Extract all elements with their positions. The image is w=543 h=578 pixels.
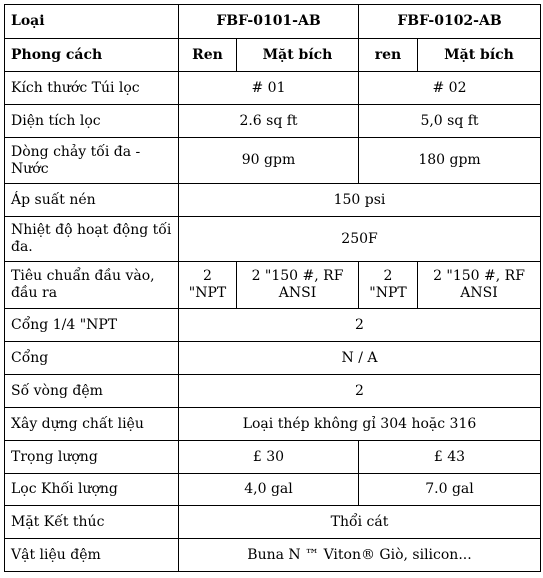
pressure-label: Áp suất nén — [5, 184, 179, 217]
max-temp-row — [5, 217, 541, 262]
header-row — [5, 5, 541, 39]
weight-m2: £ 43 — [359, 441, 541, 474]
style-m2-flange: Mặt bích — [418, 39, 541, 72]
finish-row — [5, 506, 541, 539]
style-row — [5, 39, 541, 72]
inlet-outlet-label: Tiêu chuẩn đầu vào, đầu ra — [5, 262, 179, 309]
seal-material-row — [5, 539, 541, 572]
filter-volume-m1: 4,0 gal — [179, 474, 359, 506]
construction-row — [5, 408, 541, 441]
style-m1-thread: Ren — [179, 39, 237, 72]
header-model-2: FBF-0102-AB — [359, 5, 541, 39]
port-npt-value: 2 — [179, 309, 541, 342]
finish-value: Thổi cát — [179, 506, 541, 539]
port-npt-label: Cổng 1/4 "NPT — [5, 309, 179, 342]
filter-volume-row — [5, 474, 541, 506]
filter-volume-m2: 7.0 gal — [359, 474, 541, 506]
max-flow-row — [5, 138, 541, 184]
inlet-outlet-m1-thread: 2 "NPT — [179, 262, 237, 309]
inlet-outlet-m2-thread: 2 "NPT — [359, 262, 418, 309]
pressure-value: 150 psi — [179, 184, 541, 217]
bag-size-m1: # 01 — [179, 72, 359, 105]
gasket-count-row — [5, 375, 541, 408]
spec-table — [4, 4, 541, 572]
construction-label: Xây dựng chất liệu — [5, 408, 179, 441]
seal-material-label: Vật liệu đệm — [5, 539, 179, 572]
bag-size-label: Kích thước Túi lọc — [5, 72, 179, 105]
weight-label: Trọng lượng — [5, 441, 179, 474]
inlet-outlet-row — [5, 262, 541, 309]
style-m1-flange: Mặt bích — [237, 39, 359, 72]
inlet-outlet-m1-flange: 2 "150 #, RF ANSI — [237, 262, 359, 309]
inlet-outlet-m2-flange: 2 "150 #, RF ANSI — [418, 262, 541, 309]
filter-area-m2: 5,0 sq ft — [359, 105, 541, 138]
filter-area-row — [5, 105, 541, 138]
max-temp-label: Nhiệt độ hoạt động tối đa. — [5, 217, 179, 262]
header-model-1: FBF-0101-AB — [179, 5, 359, 39]
bag-size-row — [5, 72, 541, 105]
filter-area-m1: 2.6 sq ft — [179, 105, 359, 138]
port-row — [5, 342, 541, 375]
port-label: Cổng — [5, 342, 179, 375]
seal-material-value: Buna N ™ Viton® Giò, silicon... — [179, 539, 541, 572]
gasket-count-value: 2 — [179, 375, 541, 408]
filter-volume-label: Lọc Khối lượng — [5, 474, 179, 506]
port-value: N / A — [179, 342, 541, 375]
max-flow-label: Dòng chảy tối đa - Nước — [5, 138, 179, 184]
max-flow-m2: 180 gpm — [359, 138, 541, 184]
filter-area-label: Diện tích lọc — [5, 105, 179, 138]
style-m2-thread: ren — [359, 39, 418, 72]
gasket-count-label: Số vòng đệm — [5, 375, 179, 408]
finish-label: Mặt Kết thúc — [5, 506, 179, 539]
header-label: Loại — [5, 5, 179, 39]
port-npt-row — [5, 309, 541, 342]
bag-size-m2: # 02 — [359, 72, 541, 105]
weight-m1: £ 30 — [179, 441, 359, 474]
style-label: Phong cách — [5, 39, 179, 72]
weight-row — [5, 441, 541, 474]
max-temp-value: 250F — [179, 217, 541, 262]
max-flow-m1: 90 gpm — [179, 138, 359, 184]
construction-value: Loại thép không gỉ 304 hoặc 316 — [179, 408, 541, 441]
pressure-row — [5, 184, 541, 217]
